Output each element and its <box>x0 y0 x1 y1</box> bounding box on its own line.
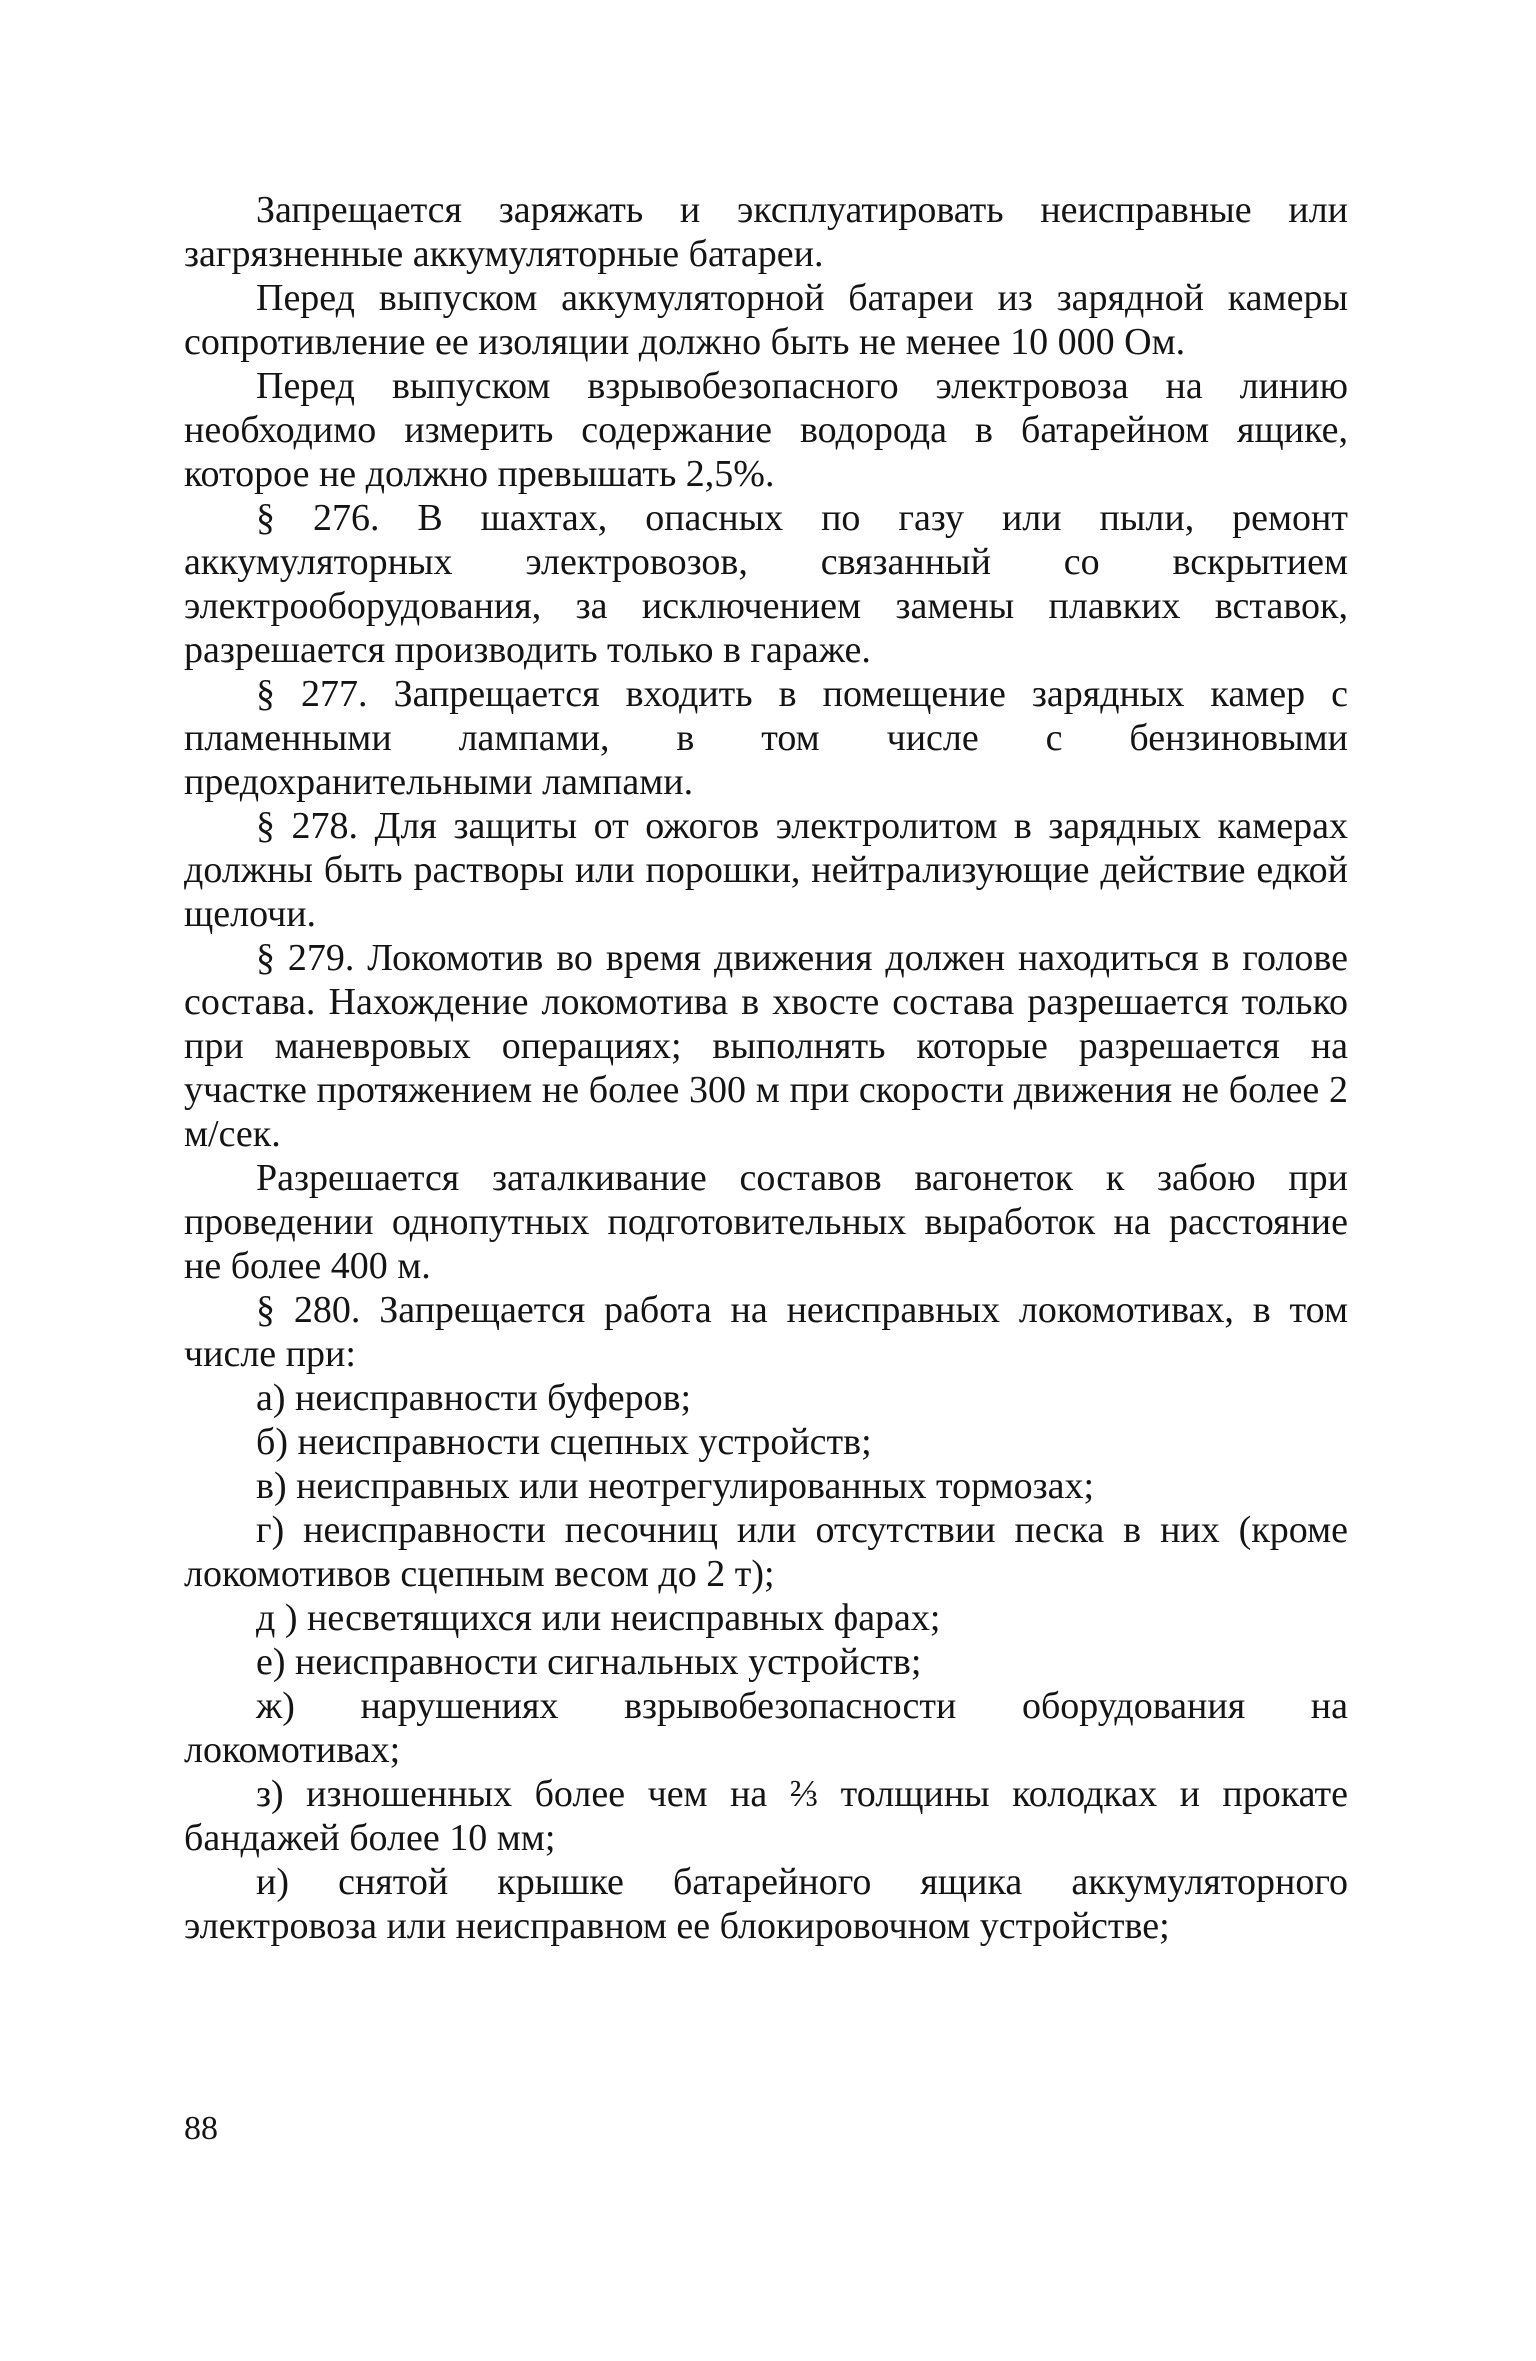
list-item-zh: ж) нарушениях взрывобезопасности оборудования на локомотивах; <box>184 1685 1348 1771</box>
section-276: § 276. В шахтах, опасных по газу или пыли, ремонт аккумуляторных электровозов, связанный со вскрытием электрооборудования, за исключением замены плавких вставок, разрешается производить только в гараже. <box>184 497 1348 671</box>
list-item-b: б) неисправности сцепных устройств; <box>256 1421 872 1463</box>
list-item-z: з) изношенных более чем на ⅔ толщины колодках и прокате бандажей более 10 мм; <box>184 1773 1348 1859</box>
paragraph: Перед выпуском аккумуляторной батареи из зарядной камеры сопротивление ее изоляции должно быть не менее 10 000 Ом. <box>184 277 1348 363</box>
paragraph: Перед выпуском взрывобезопасного электровоза на линию необходимо измерить содержание водорода в батарейном ящике, которое не должно превышать 2,5%. <box>184 365 1348 495</box>
list-item-e: е) неисправности сигнальных устройств; <box>256 1641 922 1683</box>
section-278: § 278. Для защиты от ожогов электролитом в зарядных камерах должны быть растворы или порошки, нейтрализующие действие едкой щелочи. <box>184 805 1348 935</box>
section-280: § 280. Запрещается работа на неисправных локомотивах, в том числе при: <box>184 1289 1348 1375</box>
list-item-d: д ) несветящихся или неисправных фарах; <box>256 1597 941 1639</box>
list-item-i: и) снятой крышке батарейного ящика аккумуляторного электровоза или неисправном ее блокировочном устройстве; <box>184 1861 1348 1947</box>
page-body <box>184 188 1348 1948</box>
page-number: 88 <box>184 2110 218 2147</box>
paragraph: Запрещается заряжать и эксплуатировать неисправные или загрязненные аккумуляторные батареи. <box>184 189 1348 275</box>
list-item-v: в) неисправных или неотрегулированных тормозах; <box>256 1465 1095 1507</box>
section-277: § 277. Запрещается входить в помещение зарядных камер с пламенными лампами, в том числе с бензиновыми предохранительными лампами. <box>184 673 1348 803</box>
section-279: § 279. Локомотив во время движения должен находиться в голове состава. Нахождение локомотива в хвосте состава разрешается только при маневровых операциях; выполнять которые разрешается на участке протяжением не более 300 м при скорости движения не более 2 м/сек. <box>184 937 1348 1155</box>
paragraph: Разрешается заталкивание составов вагонеток к забою при проведении однопутных подготовительных выработок на расстояние не более 400 м. <box>184 1157 1348 1287</box>
list-item-a: а) неисправности буферов; <box>256 1377 692 1419</box>
list-item-g: г) неисправности песочниц или отсутствии песка в них (кроме локомотивов сцепным весом до 2 т); <box>184 1509 1348 1595</box>
